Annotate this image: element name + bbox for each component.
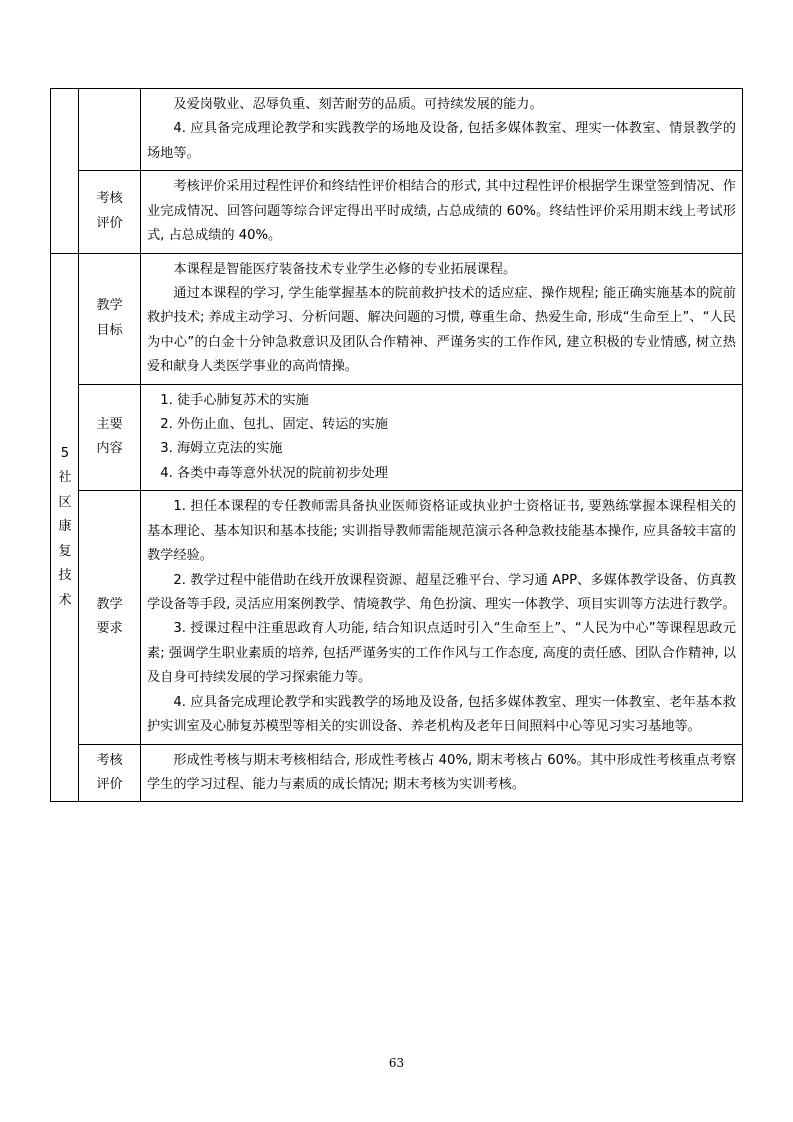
paragraph: 考核评价采用过程性评价和终结性评价相结合的形式, 其中过程性评价根据学生课堂签到情况、作业完成情况、回答问题等综合评定得出平时成绩, 占总成绩的 60%。终结性评价采用期末线上考试形式, 占总成绩的 40%。 <box>147 179 736 244</box>
row-label-cell <box>79 253 141 384</box>
paragraph: 1. 担任本课程的专任教师需具备执业医师资格证或执业护士资格证书, 要熟练掌握本课程相关的基本理论、基本知识和基本技能; 实训指导教师需能规范演示各种急救技能基本操作, 应具备较丰富的教学经验。 <box>147 499 736 564</box>
row-body-cell <box>141 384 743 491</box>
table-row <box>51 744 743 802</box>
paragraph: 2. 外伤止血、包扎、固定、转运的实施 <box>160 417 388 433</box>
table-row <box>51 89 743 171</box>
row-body-cell <box>141 253 743 384</box>
paragraph: 3. 海姆立克法的实施 <box>160 441 283 457</box>
row-body-cell <box>141 89 743 171</box>
paragraph: 4. 各类中毒等意外状况的院前初步处理 <box>160 465 388 481</box>
row-index-cell <box>51 89 79 254</box>
row-label: 考核评价 <box>96 191 123 231</box>
row-label-cell <box>79 384 141 491</box>
paragraph: 形成性考核与期末考核相结合, 形成性考核占 40%, 期末考核占 60%。其中形成性考核重点考察学生的学习过程、能力与素质的成长情况; 期末考核为实训考核。 <box>147 752 736 792</box>
row-body-cell <box>141 491 743 744</box>
table-row <box>51 491 743 744</box>
curriculum-table <box>50 88 743 802</box>
row-body-cell <box>141 171 743 253</box>
table-row <box>51 171 743 253</box>
course-index-label: 5 社区康复技术 <box>58 445 72 608</box>
table-row <box>51 253 743 384</box>
paragraph: 3. 授课过程中注重思政育人功能, 结合知识点适时引入“生命至上”、“人民为中心”等课程思政元素; 强调学生职业素质的培养, 包括严谨务实的工作作风与工作态度, 高度的责任感、团队合作精神, 以及自身可持续发展的学习探索能力等。 <box>147 621 736 686</box>
row-label-cell <box>79 171 141 253</box>
row-label-cell <box>79 491 141 744</box>
paragraph: 通过本课程的学习, 学生能掌握基本的院前救护技术的适应症、操作规程; 能正确实施基本的院前救护技术; 养成主动学习、分析问题、解决问题的习惯, 尊重生命、热爱生命, 形成“生命至上”、“人民为中心”的白金十分钟急救意识及团队合作精神、严谨务实的工作作风, 建立积极的专业情感, 树立热爱和献身人类医学事业的高尚情操。 <box>147 285 736 375</box>
paragraph: 本课程是智能医疗装备技术专业学生必修的专业拓展课程。 <box>173 261 517 277</box>
row-label-cell <box>79 89 141 171</box>
page-number: 63 <box>388 1056 405 1070</box>
paragraph: 及爱岗敬业、忍辱负重、刻苦耐劳的品质。可持续发展的能力。 <box>173 97 543 112</box>
row-label: 教学目标 <box>96 298 123 338</box>
row-label: 主要内容 <box>96 417 123 457</box>
paragraph: 2. 教学过程中能借助在线开放课程资源、超星泛雅平台、学习通 APP、多媒体教学设备、仿真教学设备等手段, 灵活应用案例教学、情境教学、角色扮演、理实一体教学、项目实训等方法进行教学。 <box>147 572 736 613</box>
row-body-cell <box>141 744 743 802</box>
row-label-cell <box>79 744 141 802</box>
paragraph: 4. 应具备完成理论教学和实践教学的场地及设备, 包括多媒体教室、理实一体教室、情景教学的场地等。 <box>147 121 736 161</box>
row-label: 考核评价 <box>96 752 123 792</box>
paragraph: 4. 应具备完成理论教学和实践教学的场地及设备, 包括多媒体教室、理实一体教室、老年基本救护实训室及心肺复苏模型等相关的实训设备、养老机构及老年日间照料中心等见习实习基地等。 <box>147 694 736 735</box>
row-label: 教学要求 <box>96 597 123 637</box>
row-index-cell <box>51 253 79 802</box>
table-row <box>51 384 743 491</box>
paragraph: 1. 徒手心肺复苏术的实施 <box>160 392 309 408</box>
